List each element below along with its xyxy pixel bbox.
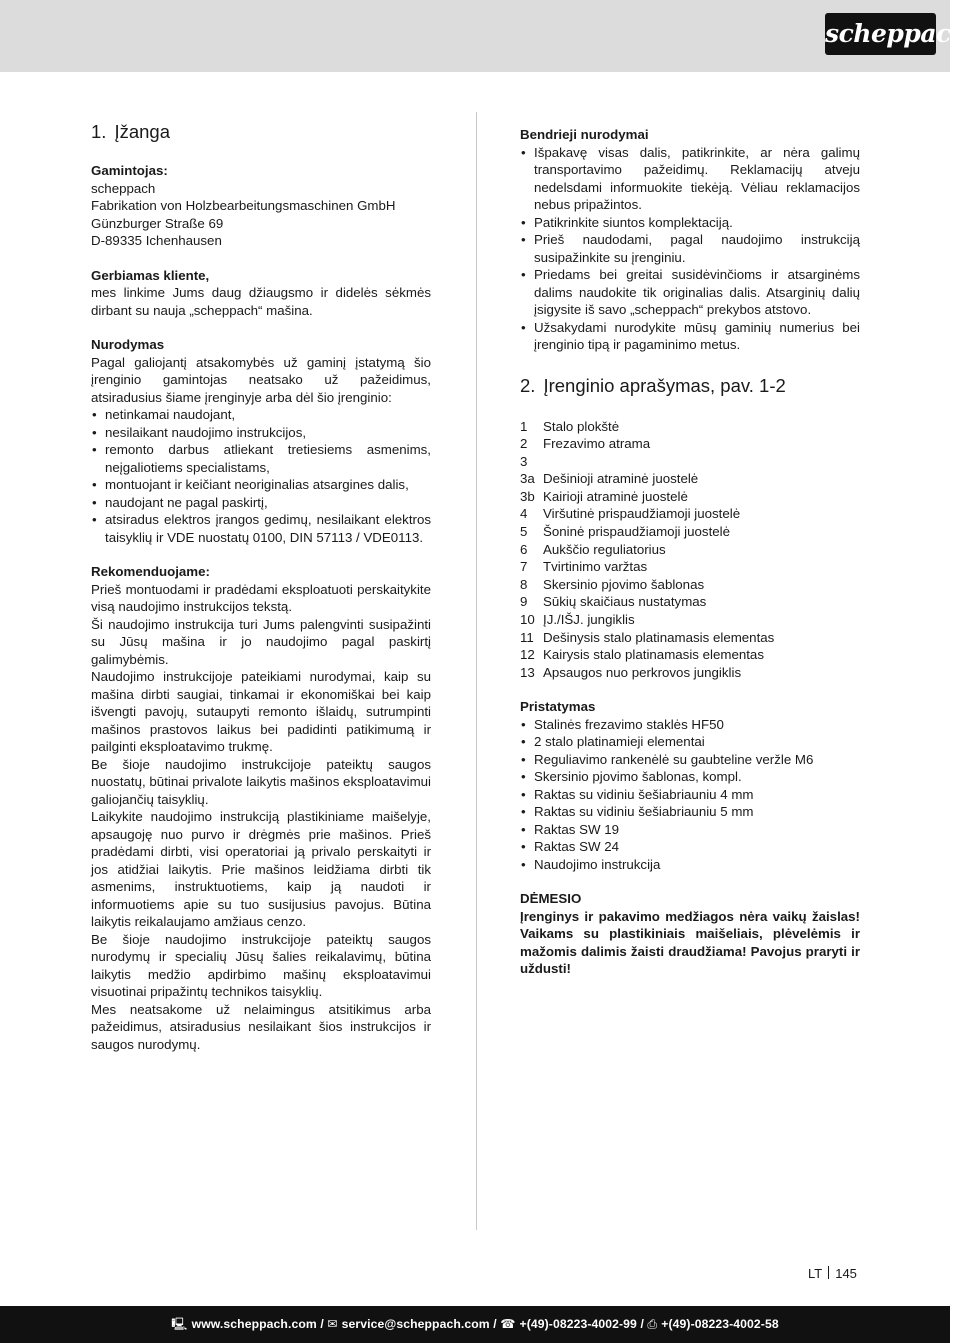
list-item: • Naudojimo instrukcija xyxy=(520,856,860,874)
list-item: • Raktas SW 24 xyxy=(520,838,860,856)
list-item: • remonto darbus atliekant tretiesiems asmenims, neįgaliotiems specialistams, xyxy=(91,441,431,476)
list-item: • netinkamai naudojant, xyxy=(91,406,431,424)
parts-row: 9 Sūkių skaičiaus nustatymas xyxy=(520,594,707,610)
page-number-separator xyxy=(828,1266,829,1279)
list-item: • atsiradus elektros įrangos gedimų, nesilaikant elektros taisyklių ir VDE nuostatų 0100, DIN 57113 / VDE0113. xyxy=(91,511,431,546)
list-item: • Skersinio pjovimo šablonas, kompl. xyxy=(520,768,860,786)
footer-web: www.scheppach.com xyxy=(191,1317,317,1331)
manufacturer-line: Günzburger Straße 69 xyxy=(91,215,224,231)
parts-row: 3 xyxy=(520,453,528,469)
manufacturer-line: Fabrikation von Holzbearbeitungsmaschinen GmbH xyxy=(91,198,396,213)
recommend-paragraph: Be šioje naudojimo instrukcijoje pateiktų saugos nurodymų ir specialių Jūsų šalies reikalavimų, būtina laikytis medžio apdirbimo mašinų eksploatavimui visuotinai pripažintų technikos taisyklių. xyxy=(91,931,431,999)
recommend-paragraph: Prieš montuodami ir pradėdami eksploatuoti perskaitykite visą naudojimo instrukcijos tekstą. xyxy=(91,581,431,614)
recommend-paragraph: Naudojimo instrukcijoje pateikiami nurodymai, kaip su mašina dirbti saugiai, tinkamai ir ekonomiškai bei kaip išvengti pavojų, sutaupyti remonto išlaidų, sutrumpinti mašinos prastovos laikus bei padidinti patikimumą ir pailginti eksploatavimo trukmę. xyxy=(91,669,431,754)
footer-bar: 🖳 www.scheppach.com / ✉ service@scheppach.com / ☎ +(49)-08223-4002-99 / ⎙ +(49)-08223-4002-58 xyxy=(0,1306,950,1343)
footer-mail: service@scheppach.com xyxy=(341,1317,490,1331)
recommend-paragraph: Laikykite naudojimo instrukciją plastikiniame maišelyje, apsaugoję nuo purvo ir drėgmės prie mašinos. Prieš pradėdami dirbti, visi operatoriai ją privalo perskaityti ir jos atidžiai laikytis. Prie mašinos leidžiama dirbti tik asmenims, instruktuotiems, kaip ją naudoti ir informuotiems apie su tuo susijusius pavojus. Būtina laikytis reikalaujamo amžiaus cenzo. xyxy=(91,809,431,929)
section-heading-description: 2. Įrenginio aprašymas, pav. 1-2 xyxy=(520,374,786,396)
list-item: • Raktas SW 19 xyxy=(520,821,860,839)
parts-row: 10 ĮJ./IŠJ. jungiklis xyxy=(520,612,635,628)
note-bullet-list xyxy=(91,406,431,546)
footer-fax: +(49)-08223-4002-58 xyxy=(661,1317,779,1331)
parts-list xyxy=(520,418,860,682)
page-number: LT 145 xyxy=(808,1266,857,1281)
computer-icon: 🖳 xyxy=(171,1317,188,1331)
parts-row: 3b Kairioji atraminė juostelė xyxy=(520,488,688,504)
footer-phone: +(49)-08223-4002-99 xyxy=(519,1317,637,1331)
parts-row: 11 Dešinysis stalo platinamasis elementas xyxy=(520,629,775,645)
parts-row: 1 Stalo plokštė xyxy=(520,418,620,434)
manufacturer-line: D-89335 Ichenhausen xyxy=(91,233,222,248)
warning-label: DĖMESIO xyxy=(520,891,582,907)
fax-icon: ⎙ xyxy=(647,1317,658,1331)
parts-row: 4 Viršutinė prispaudžiamoji juostelė xyxy=(520,506,741,522)
delivery-bullet-list xyxy=(520,716,860,874)
parts-row: 2 Frezavimo atrama xyxy=(520,436,651,452)
customer-text: mes linkime Jums daug džiaugsmo ir didelės sėkmės dirbant su nauja „scheppach“ mašina. xyxy=(91,285,431,318)
parts-row: 6 Aukščio reguliatorius xyxy=(520,541,666,557)
recommend-paragraph: Ši naudojimo instrukcija turi Jums palengvinti susipažinti su Jūsų mašina ir jo naudojimo pagal paskirtį galimybėmis. xyxy=(91,616,431,667)
general-bullet-list xyxy=(520,144,860,354)
list-item: • Priedams bei greitai susidėvinčioms ir atsarginėms dalims naudokite tik originalias dalis. Atsarginių dalių įsigysite iš savo „scheppach“ prekybos atstovo. xyxy=(520,266,860,319)
recommend-label: Rekomenduojame: xyxy=(91,564,210,579)
parts-row: 3a Dešinioji atraminė juostelė xyxy=(520,471,699,487)
delivery-label: Pristatymas xyxy=(520,699,596,715)
list-item: • Prieš naudodami, pagal naudojimo instrukciją susipažinkite su įrenginiu. xyxy=(520,231,860,266)
list-item: • montuojant ir keičiant neoriginalias atsargines dalis, xyxy=(91,476,431,494)
column-divider xyxy=(476,112,477,1230)
list-item: • Reguliavimo rankenėlė su gaubteline veržle M6 xyxy=(520,751,860,769)
manufacturer-label: Gamintojas: xyxy=(91,163,168,178)
right-column xyxy=(520,126,860,978)
list-item: • 2 stalo platinamieji elementai xyxy=(520,733,860,751)
header-band xyxy=(0,0,950,72)
recommend-paragraph: Be šioje naudojimo instrukcijoje pateiktų saugos nuostatų, būtinai privalote laikytis mašinos eksploatavimui galiojančių taisyklių. xyxy=(91,756,431,807)
list-item: • Patikrinkite siuntos komplektaciją. xyxy=(520,214,860,232)
parts-row: 5 Šoninė prispaudžiamoji juostelė xyxy=(520,524,731,540)
parts-row: 8 Skersinio pjovimo šablonas xyxy=(520,576,705,592)
warning-text: Įrenginys ir pakavimo medžiagos nėra vaikų žaislas! Vaikams su plastikiniais maišeliais, plėvelėmis ir mažomis dalimis žaisti draudžiama! Pavojus praryti ir uždusti! xyxy=(520,908,860,977)
parts-row: 13 Apsaugos nuo perkrovos jungiklis xyxy=(520,664,742,680)
list-item: • Išpakavę visas dalis, patikrinkite, ar nėra galimų transportavimo pažeidimų. Reklamacijų atveju nedelsdami informuokite tiekėją. Vėliau reklamacijos nebus pripažintos. xyxy=(520,144,860,214)
envelope-icon: ✉ xyxy=(327,1317,338,1331)
general-label: Bendrieji nurodymai xyxy=(520,127,649,142)
recommend-paragraph: Mes neatsakome už nelaimingus atsitikimus arba pažeidimus, atsiradusius nesilaikant šios instrukcijos ir saugos nurodymų. xyxy=(91,1001,431,1052)
note-text: Pagal galiojantį atsakomybės už gaminį įstatymą šio įrenginio gamintojas neatsako už pažeidimus, atsiradusius šiame įrenginyje arba dėl šio įrenginio: xyxy=(91,354,431,405)
section-heading-intro: 1. Įžanga xyxy=(91,121,170,142)
list-item: • Stalinės frezavimo staklės HF50 xyxy=(520,716,860,734)
left-column xyxy=(91,120,431,1053)
note-label: Nurodymas xyxy=(91,337,165,352)
customer-label: Gerbiamas kliente, xyxy=(91,267,210,283)
telephone-icon: ☎ xyxy=(500,1317,516,1331)
list-item: • naudojant ne pagal paskirtį, xyxy=(91,494,431,512)
list-item: • nesilaikant naudojimo instrukcijos, xyxy=(91,424,431,442)
list-item: • Raktas su vidiniu šešiabriauniu 5 mm xyxy=(520,803,860,821)
scheppach-logo: scheppach xyxy=(825,13,936,55)
manufacturer-line: scheppach xyxy=(91,180,156,196)
parts-row: 12 Kairysis stalo platinamasis elementas xyxy=(520,647,764,663)
list-item: • Užsakydami nurodykite mūsų gaminių numerius bei įrenginio tipą ir pagaminimo metus. xyxy=(520,319,860,354)
list-item: • Raktas su vidiniu šešiabriauniu 4 mm xyxy=(520,786,860,804)
parts-row: 7 Tvirtinimo varžtas xyxy=(520,559,648,575)
